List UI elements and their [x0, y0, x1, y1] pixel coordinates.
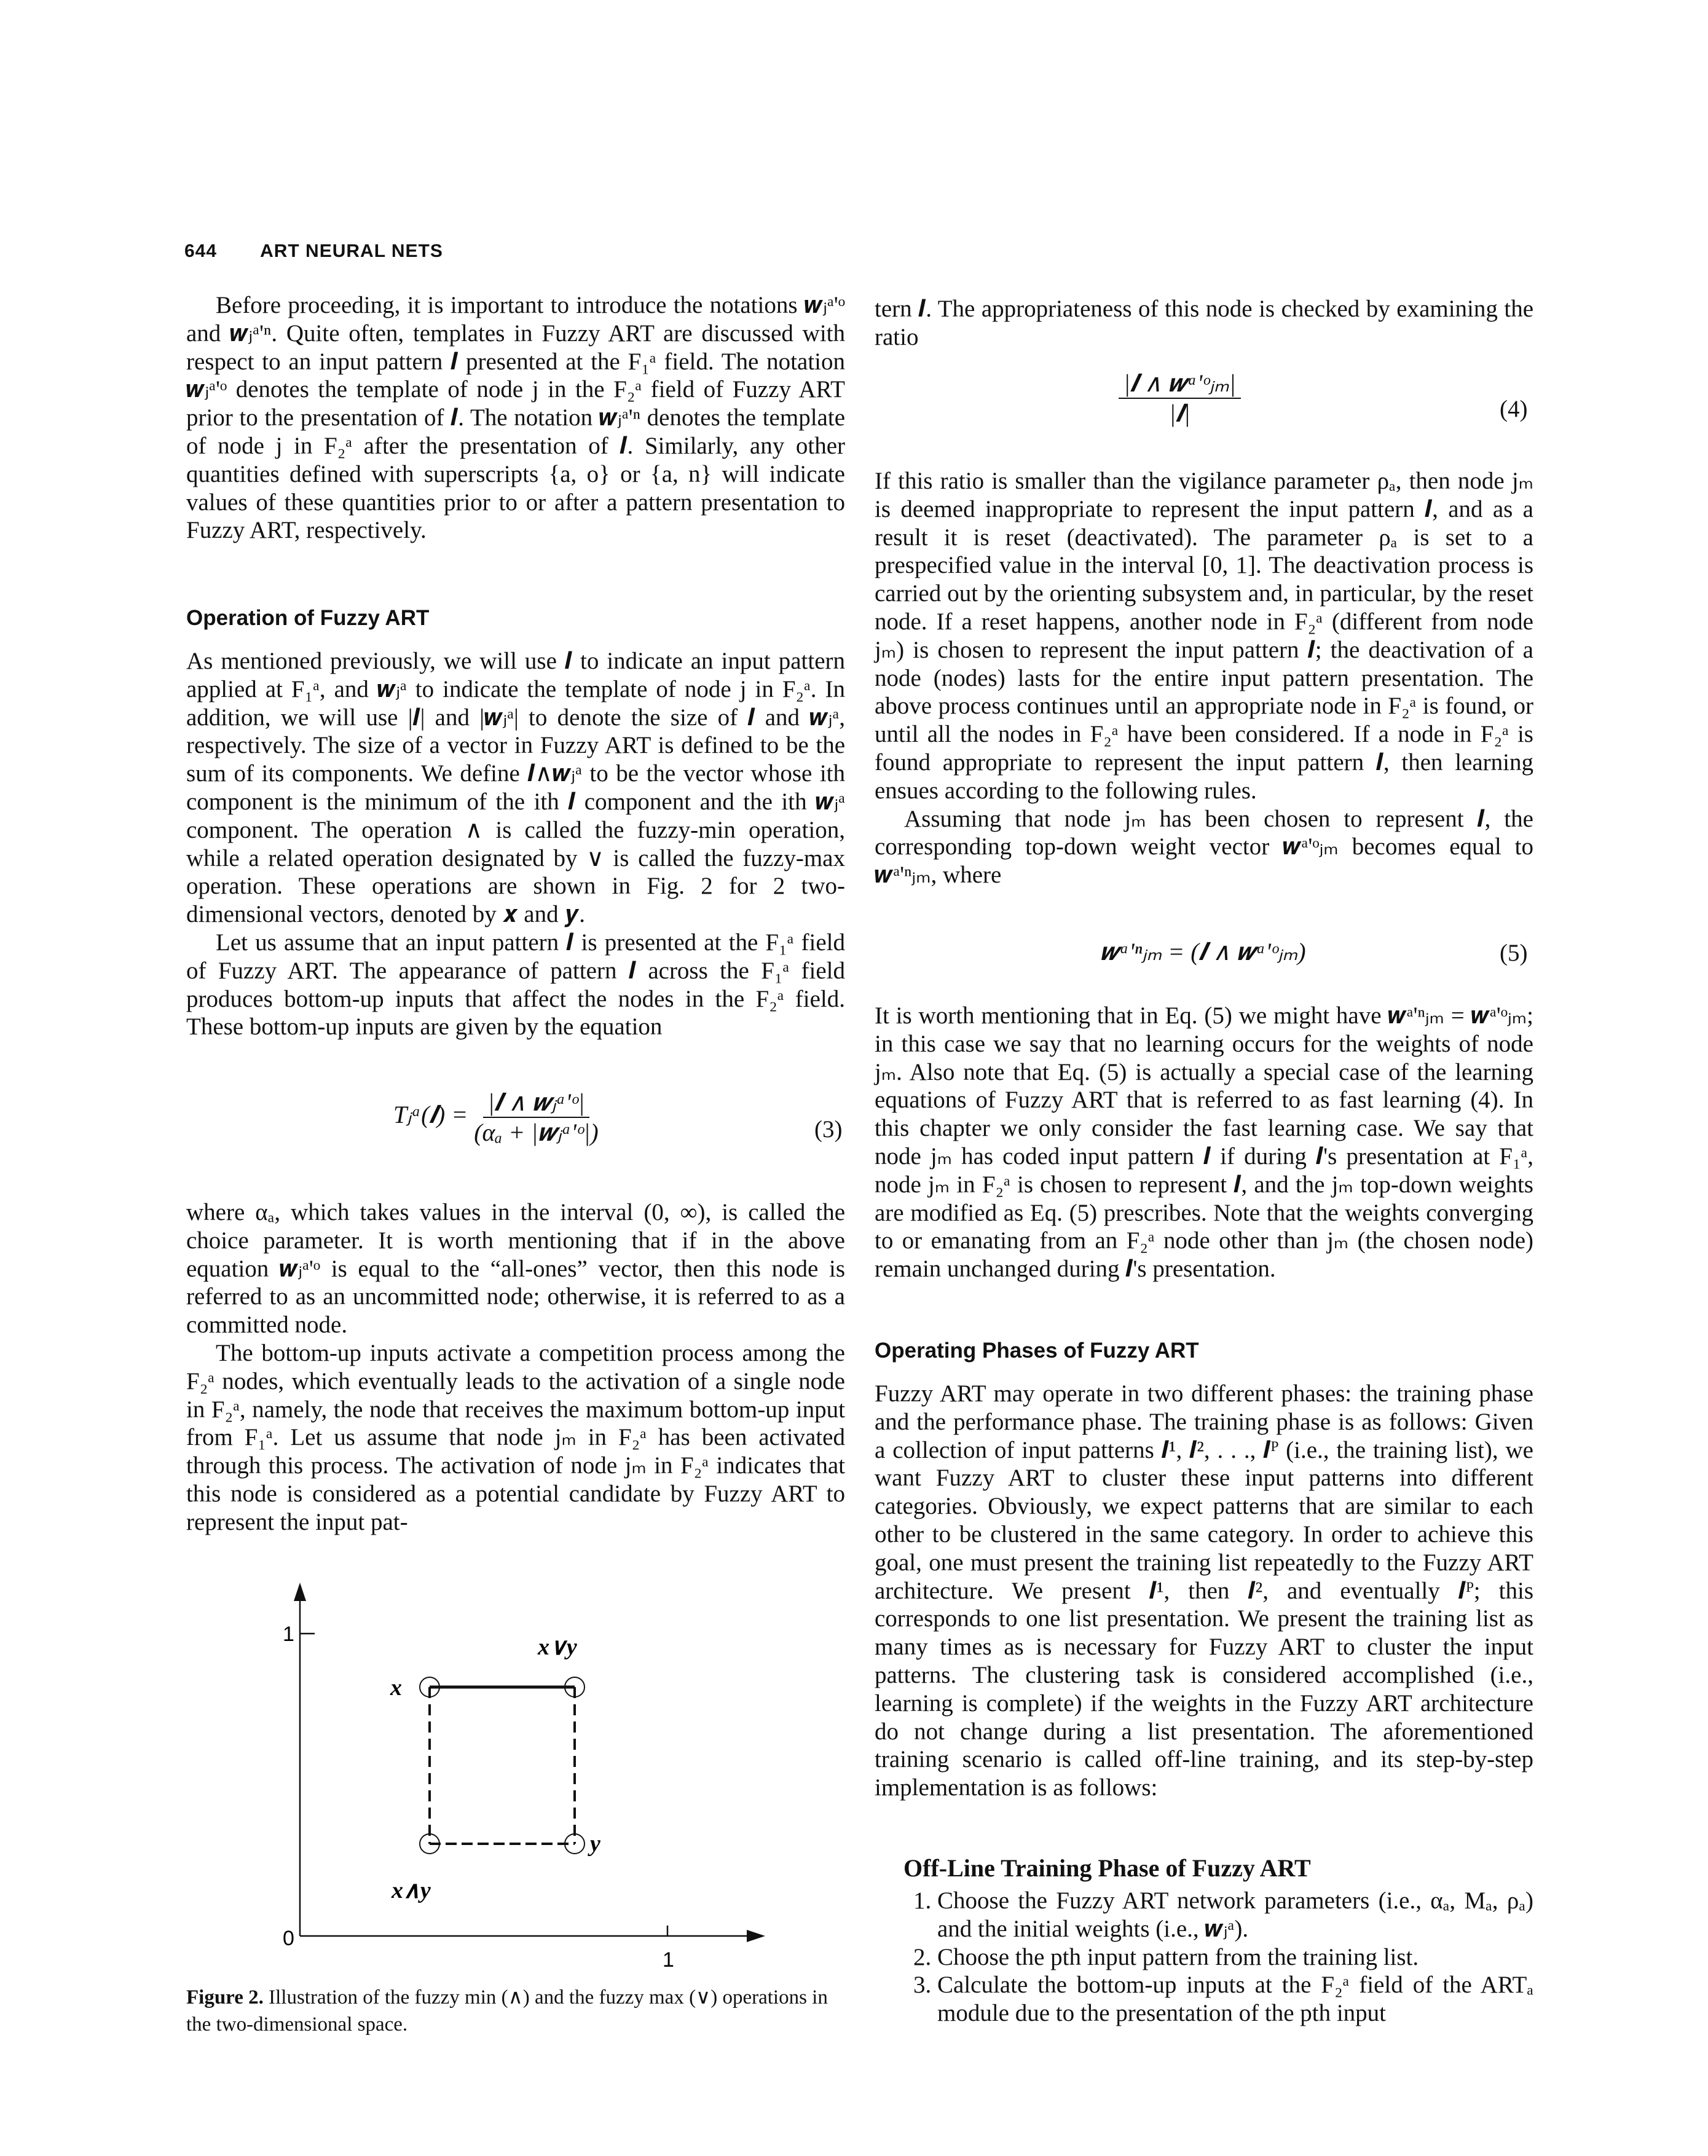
equation-lhs: Tⱼᵃ(𝑰) =	[393, 1101, 468, 1129]
numerator: |𝑰 ∧ 𝒘ᵃ'ᵒⱼₘ|	[1119, 369, 1241, 399]
caption-label: Figure 2.	[186, 1986, 264, 2008]
fraction	[1119, 369, 1241, 428]
page-number: 644	[184, 241, 218, 261]
figure-2-plot	[246, 1573, 787, 1967]
label-y: y	[590, 1831, 600, 1857]
paragraph: Let us assume that an input pattern 𝑰 is presented at the F₁ᵃ field of Fuzzy ART. The appearance of pattern 𝑰 across the F₁ᵃ field produces bottom-up inputs that affect the nodes in the F₂ᵃ field. These bottom-up inputs are given by the equation	[186, 929, 845, 1041]
section-heading-operating-phases: Operating Phases of Fuzzy ART	[875, 1339, 1199, 1363]
figure-caption	[186, 1984, 845, 2038]
equation-number-4: (4)	[1500, 396, 1528, 422]
left-paragraph-3	[186, 1198, 845, 1536]
equation-number-5: (5)	[1500, 940, 1528, 966]
right-paragraph-3	[875, 1002, 1533, 1283]
list-item: 1. Choose the Fuzzy ART network parameters (i.e., αₐ, Mₐ, ρₐ) and the initial weights (i.e., 𝒘ⱼᵃ).	[937, 1887, 1533, 1943]
training-steps-list	[903, 1887, 1533, 2028]
list-item: 2. Choose the pth input pattern from the training list.	[937, 1943, 1533, 1972]
right-paragraph-2	[875, 467, 1533, 889]
numerator: |𝑰 ∧ 𝒘ⱼᵃ'ᵒ|	[483, 1088, 590, 1118]
equation-3	[393, 1088, 599, 1147]
y-tick-label: 1	[283, 1623, 294, 1646]
x-tick-label: 1	[663, 1948, 674, 1967]
label-x-max-y: x∨y	[538, 1634, 577, 1660]
equation-4	[1119, 369, 1241, 428]
equation-5: 𝒘ᵃ'ⁿⱼₘ = (𝑰 ∧ 𝒘ᵃ'ᵒⱼₘ)	[1100, 938, 1306, 966]
paragraph: It is worth mentioning that in Eq. (5) we might have 𝒘ᵃ'ⁿⱼₘ = 𝒘ᵃ'ᵒⱼₘ; in this case we say that no learning occurs for the weights of node jₘ. Also note that Eq. (5) is actually a special case of the learning equations of Fuzzy ART that is referred to as fast learning (4). In this chapter we only consider the fast learning case. We say that node jₘ has coded input pattern 𝑰 if during 𝑰's presentation at F₁ᵃ, node jₘ in F₂ᵃ is chosen to represent 𝑰, and the jₘ top-down weights are modified as Eq. (5) prescribes. Note that the weights converging to or emanating from an F₂ᵃ node other than jₘ (the chosen node) remain unchanged during 𝑰's presentation.	[875, 1002, 1533, 1283]
paragraph: The bottom-up inputs activate a competition process among the F₂ᵃ nodes, which eventually leads to the activation of a single node in F₂ᵃ, namely, the node that receives the maximum bottom-up input from F₁ᵃ. Let us assume that node jₘ in F₂ᵃ has been activated through this process. The activation of node jₘ in F₂ᵃ indicates that this node is considered as a potential candidate by Fuzzy ART to represent the input pat-	[186, 1339, 845, 1535]
equation-number-3: (3)	[814, 1116, 843, 1143]
subsection-heading-offline-training: Off-Line Training Phase of Fuzzy ART	[903, 1854, 1311, 1882]
paragraph: where αₐ, which takes values in the interval (0, ∞), is called the choice parameter. It is worth mentioning that if in the above equation 𝒘ⱼᵃ'ᵒ is equal to the “all-ones” vector, then this node is referred to as an uncommitted node; otherwise, it is referred to as a committed node.	[186, 1199, 845, 1339]
left-paragraph-2	[186, 647, 845, 1041]
section-heading-operation: Operation of Fuzzy ART	[186, 606, 430, 630]
origin-label: 0	[283, 1927, 294, 1950]
caption-text: Illustration of the fuzzy min (∧) and the fuzzy max (∨) operations in the two-dimensional space.	[186, 1986, 828, 2036]
paragraph: Fuzzy ART may operate in two different phases: the training phase and the performance phase. The training phase is as follows: Given a collection of input patterns 𝑰¹, 𝑰², . . ., 𝑰ᴾ (i.e., the training list), we want Fuzzy ART to cluster these input patterns into different categories. Obviously, we expect patterns that are similar to each other to be clustered in the same category. In order to achieve this goal, one must present the training list repeatedly to the Fuzzy ART architecture. We present 𝑰¹, then 𝑰², and eventually 𝑰ᴾ; this corresponds to one list presentation. We present the training list as many times as is necessary for Fuzzy ART to cluster the input patterns. The clustering task is considered accomplished (i.e., learning is complete) if the weights in the Fuzzy ART architecture do not change during a list presentation. The aforementioned training scenario is called off-line training, and its step-by-step implementation is as follows:	[875, 1380, 1533, 1801]
paragraph: Assuming that node jₘ has been chosen to represent 𝑰, the corresponding top-down weight vector 𝒘ᵃ'ᵒⱼₘ becomes equal to 𝒘ᵃ'ⁿⱼₘ, where	[875, 805, 1533, 889]
running-header	[184, 241, 486, 262]
right-paragraph-1	[875, 295, 1533, 352]
label-x: x	[390, 1675, 402, 1701]
denominator: (αₐ + |𝒘ⱼᵃ'ᵒ|)	[474, 1119, 599, 1146]
running-title: ART NEURAL NETS	[260, 241, 443, 261]
paragraph: Before proceeding, it is important to introduce the notations 𝒘ⱼᵃ'ᵒ and 𝒘ⱼᵃ'ⁿ. Quite often, templates in Fuzzy ART are discussed with respect to an input pattern 𝑰 presented at the F₁ᵃ field. The notation 𝒘ⱼᵃ'ᵒ denotes the template of node j in the F₂ᵃ field of Fuzzy ART prior to the presentation of 𝑰. The notation 𝒘ⱼᵃ'ⁿ denotes the template of node j in F₂ᵃ after the presentation of 𝑰. Similarly, any other quantities defined with superscripts {a, o} or {a, n} will indicate values of these quantities prior to or after a pattern presentation to Fuzzy ART, respectively.	[186, 292, 845, 544]
right-paragraph-4	[875, 1380, 1533, 1802]
paragraph: As mentioned previously, we will use 𝑰 to indicate an input pattern applied at F₁ᵃ, and 𝒘ⱼᵃ to indicate the template of node j in F₂ᵃ. In addition, we will use |𝑰| and |𝒘ⱼᵃ| to denote the size of 𝑰 and 𝒘ⱼᵃ, respectively. The size of a vector in Fuzzy ART is defined to be the sum of its components. We define 𝑰∧𝒘ⱼᵃ to be the vector whose ith component is the minimum of the ith 𝑰 component and the ith 𝒘ⱼᵃ component. The operation ∧ is called the fuzzy-min operation, while a related operation designated by ∨ is called the fuzzy-max operation. These operations are shown in Fig. 2 for 2 two-dimensional vectors, denoted by 𝒙 and 𝒚.	[186, 648, 845, 928]
fraction	[474, 1088, 598, 1147]
paragraph: tern 𝑰. The appropriateness of this node is checked by examining the ratio	[875, 296, 1533, 350]
label-x-min-y: x∧y	[392, 1878, 431, 1903]
paragraph: If this ratio is smaller than the vigilance parameter ρₐ, then node jₘ is deemed inappropriate to represent the input pattern 𝑰, and as a result it is reset (deactivated). The parameter ρₐ is set to a prespecified value in the interval [0, 1]. The deactivation process is carried out by the orienting subsystem and, in particular, by the reset node. If a reset happens, another node in F₂ᵃ (different from node jₘ) is chosen to represent the input pattern 𝑰; the deactivation of a node (nodes) lasts for the entire input pattern presentation. The above process continues until an appropriate node in F₂ᵃ is found, or until all the nodes in F₂ᵃ have been considered. If a node in F₂ᵃ is found appropriate to represent the input pattern 𝑰, then learning ensues according to the following rules.	[875, 468, 1533, 804]
left-paragraph-1	[186, 291, 845, 545]
list-item: 3. Calculate the bottom-up inputs at the F₂ᵃ field of the ARTₐ module due to the presentation of the pth input	[937, 1971, 1533, 2028]
denominator: |𝑰|	[1169, 399, 1190, 427]
